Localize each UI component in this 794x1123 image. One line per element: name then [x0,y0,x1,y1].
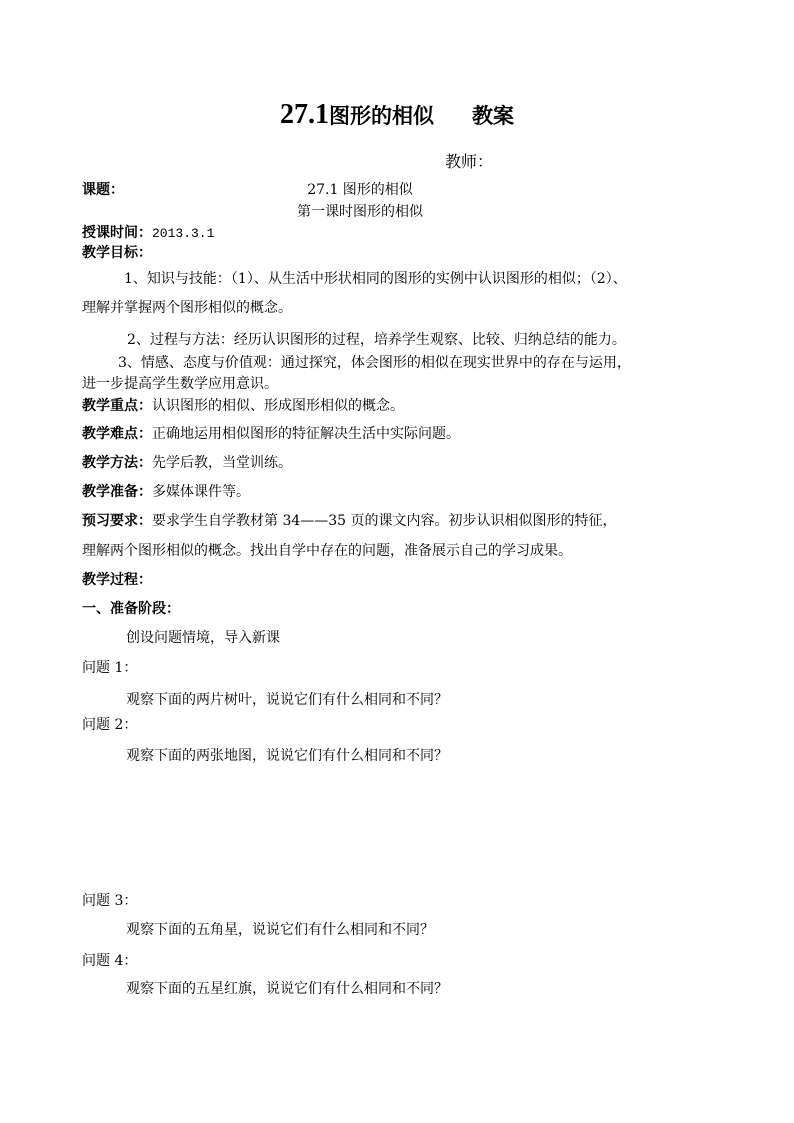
preview-line2: 理解两个图形相似的概念。找出自学中存在的问题，准备展示自己的学习成果。 [82,543,572,559]
page-title [0,99,794,131]
key-point-label: 教学重点： [82,398,152,414]
preparation-label: 教学准备： [82,484,152,500]
teacher-label: 教师： [445,152,494,171]
difficulty-label: 教学难点： [82,426,152,442]
difficulty [82,423,460,443]
stage-1-label: 一、准备阶段： [82,601,180,617]
difficulty-value: 正确地运用相似图形的特征解决生活中实际问题。 [152,426,460,442]
process-label: 教学过程： [82,572,152,588]
question-4-text: 观察下面的五星红旗，说说它们有什么相同和不同？ [126,981,448,997]
stage-1-intro: 创设问题情境，导入新课 [126,630,280,646]
goals-label: 教学目标： [82,245,152,261]
method [82,452,292,472]
topic-label: 课题： [82,182,124,198]
question-3-text: 观察下面的五角星，说说它们有什么相同和不同？ [126,922,434,938]
key-point [82,395,404,415]
question-1-label: 问题 1： [82,660,138,676]
preparation-value: 多媒体课件等。 [152,484,250,500]
question-2-label: 问题 2： [82,717,138,733]
preview-line1: 要求学生自学教材第 34——35 页的课文内容。初步认识相似图形的特征， [152,513,617,529]
goal-1-line2: 理解并掌握两个图形相似的概念。 [82,300,292,316]
teaching-time-label: 授课时间： [82,225,152,241]
goal-3-line1: 3、情感、态度与价值观：通过探究，体会图形的相似在现实世界中的存在与运用， [118,355,631,371]
preparation [82,481,250,501]
goal-3-line2: 进一步提高学生数学应用意识。 [82,376,278,392]
question-2-text: 观察下面的两张地图，说说它们有什么相同和不同？ [126,748,448,764]
teaching-time-value: 2013.3.1 [152,226,215,241]
method-label: 教学方法： [82,455,152,471]
question-4-label: 问题 4： [82,953,138,969]
goal-2: 2、过程与方法：经历认识图形的过程，培养学生观察、比较、归纳总结的能力。 [127,332,626,348]
key-point-value: 认识图形的相似、形成图形相似的概念。 [152,398,404,414]
topic-line1: 27.1 图形的相似 [307,182,413,198]
question-1-text: 观察下面的两片树叶，说说它们有什么相同和不同？ [126,692,448,708]
preview [82,510,617,530]
title-main: 图形的相似 [329,103,434,128]
preview-label: 预习要求： [82,513,152,529]
question-3-label: 问题 3： [82,893,138,909]
method-value: 先学后教，当堂训练。 [152,455,292,471]
goal-1-line1: 1、知识与技能：（1）、从生活中形状相同的图形的实例中认识图形的相似；（2）、 [124,271,627,287]
topic-line2: 第一课时图形的相似 [297,204,423,220]
title-number: 27.1 [280,99,329,130]
title-suffix: 教案 [472,103,514,128]
teaching-time [82,222,214,242]
